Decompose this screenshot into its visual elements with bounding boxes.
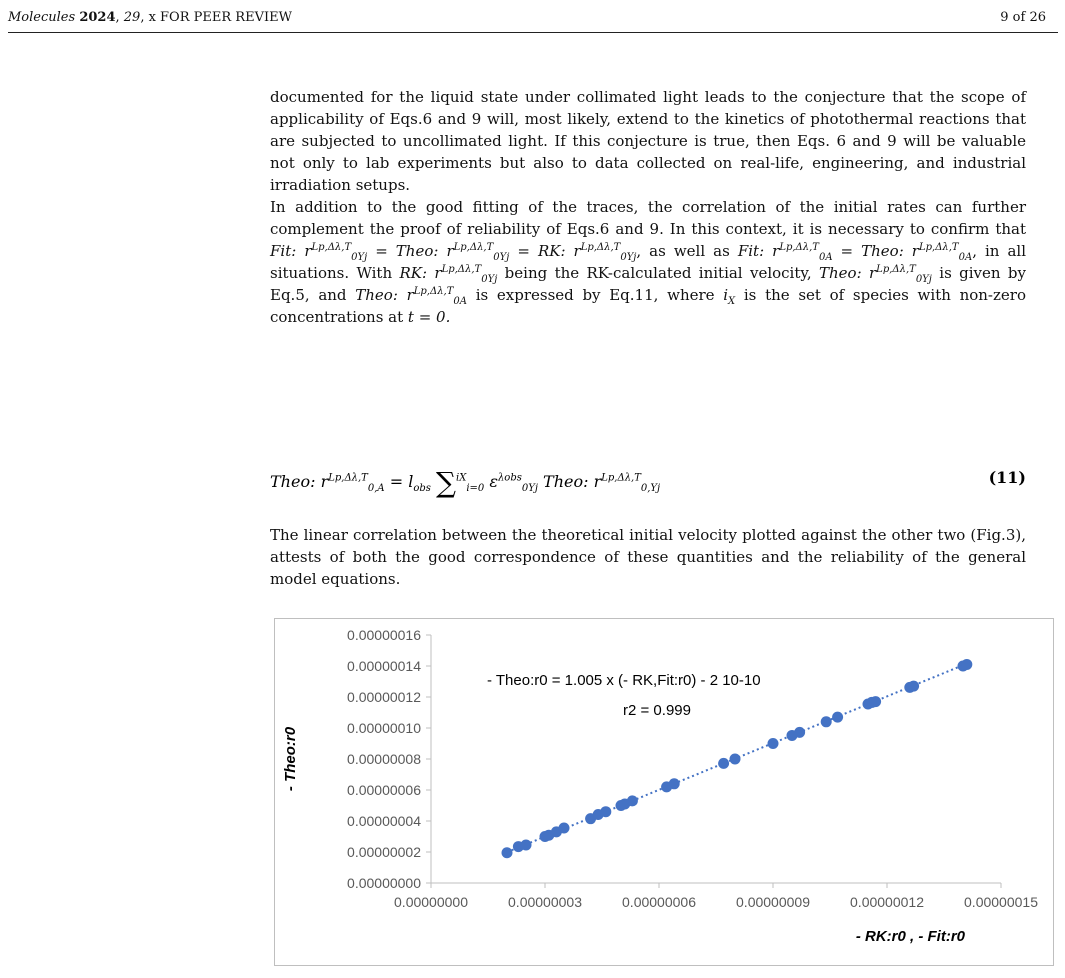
x-tick-labels <box>394 883 1038 910</box>
journal-year: 2024 <box>79 10 116 25</box>
y-tick-label: 0.00000008 <box>347 751 421 767</box>
x-tick-label: 0.00000000 <box>394 894 468 910</box>
y-tick-label: 0.00000006 <box>347 782 421 798</box>
y-tick-label: 0.00000000 <box>347 875 421 891</box>
ix-symbol: $i_X$ <box>723 286 736 307</box>
journal-volume: 29 <box>123 10 141 25</box>
regression-equation: - Theo:r0 = 1.005 x (- RK,Fit:r0) - 2 10-10 <box>487 672 761 689</box>
y-tick-label: 0.00000016 <box>347 627 421 643</box>
data-point <box>521 840 532 851</box>
data-point <box>908 681 919 692</box>
running-header <box>8 4 1058 30</box>
sum-symbol: ∑ <box>435 466 456 499</box>
x-axis-title: - RK:r0 , - Fit:r0 <box>855 928 965 945</box>
page-number: 9 of 26 <box>1000 10 1046 25</box>
theo-r0yj-2: Theo: $r^{Lp,\Delta\lambda,T}_{0Yj}$ <box>819 264 932 285</box>
data-point <box>794 727 805 738</box>
data-point <box>502 847 513 858</box>
y-tick-label: 0.00000010 <box>347 720 421 736</box>
x-tick-label: 0.00000006 <box>622 894 696 910</box>
header-tail: , x FOR PEER REVIEW <box>140 10 292 25</box>
y-tick-label: 0.00000002 <box>347 844 421 860</box>
data-point <box>718 758 729 769</box>
data-point <box>870 696 881 707</box>
equation-body: Theo: $r^{Lp,\Delta\lambda,T}_{0,A} = l_{obs}$ ∑$^{iX}_{i=0}$ $\varepsilon^{\lambda obs}_{0Yj}$ Theo: $r^{Lp,\Delta\lambda,T}_{0,Yj}$ <box>270 466 661 499</box>
t-zero: t = 0. <box>407 308 451 326</box>
rk-r0yj-2: RK: $r^{Lp,\Delta\lambda,T}_{0Yj}$ <box>399 264 498 285</box>
data-point <box>559 822 570 833</box>
r-squared-label: r2 = 0.999 <box>623 702 691 719</box>
theo-r0a-2: Theo: $r^{Lp,\Delta\lambda,T}_{0A}$ <box>355 286 467 307</box>
data-point <box>961 659 972 670</box>
y-tick-label: 0.00000014 <box>347 658 421 674</box>
rk-r0yj: RK: $r^{Lp,\Delta\lambda,T}_{0Yj}$ <box>537 242 637 263</box>
fit-r0yj: Fit: $r^{Lp,\Delta\lambda,T}_{0Yj}$ <box>270 242 368 263</box>
data-point <box>768 738 779 749</box>
header-rule <box>8 32 1058 33</box>
figure-3-chart <box>274 618 1054 966</box>
data-point <box>821 716 832 727</box>
paragraph-3: The linear correlation between the theoretical initial velocity plotted against the other two (Fig.3), attests of both the good correspondence of these quantities and the reliability of the general model equations. <box>270 526 1026 588</box>
paragraph-1: documented for the liquid state under collimated light leads to the conjecture that the scope of applicability of Eqs.6 and 9 will, most likely, extend to the kinetics of photothermal reactions that are subjected to uncollimated light. If this conjecture is true, then Eqs. 6 and 9 will be valuable not only to lab experiments but also to data collected on real-life, engineering, and industrial irradiation setups. <box>270 88 1026 194</box>
equation-11 <box>270 450 1026 510</box>
theo-r0a: Theo: $r^{Lp,\Delta\lambda,T}_{0A}$ <box>861 242 973 263</box>
sum-upper: iX <box>455 472 467 484</box>
scatter-plot <box>275 619 1053 965</box>
data-point <box>600 806 611 817</box>
data-point <box>832 712 843 723</box>
x-tick-label: 0.00000012 <box>850 894 924 910</box>
sum-lower: i=0 <box>466 483 485 495</box>
journal-name: Molecules <box>8 10 76 25</box>
fit-r0a: Fit: $r^{Lp,\Delta\lambda,T}_{0A}$ <box>737 242 833 263</box>
data-point <box>627 795 638 806</box>
header-citation: Molecules 2024, 29, x FOR PEER REVIEW <box>8 10 292 25</box>
x-tick-label: 0.00000009 <box>736 894 810 910</box>
x-tick-label: 0.00000003 <box>508 894 582 910</box>
y-tick-label: 0.00000012 <box>347 689 421 705</box>
y-axis-title: - Theo:r0 <box>282 726 299 792</box>
data-point <box>669 778 680 789</box>
p2-start: In addition to the good fitting of the traces, the correlation of the initial rates can further complement the proof of reliability of Eqs.6 and 9. In this context, it is necessary to confirm that <box>270 198 1026 238</box>
data-point <box>730 754 741 765</box>
theo-r0yj: Theo: $r^{Lp,\Delta\lambda,T}_{0Yj}$ <box>395 242 510 263</box>
paragraph-2: In addition to the good fitting of the traces, the correlation of the initial rates can further complement the proof of reliability of Eqs.6 and 9. In this context, it is necessary to confirm that Fit: $r^{Lp,\Delta\lambda,T}_{0Yj}$ = Theo: $r^{Lp,\Delta\lambda,T}_{0Yj}$ = RK: $r^{Lp,\Delta\lambda,T}_{0Yj}$, as well as Fit: $r^{Lp,\Delta\lambda,T}_{0A}$ = Theo: $r^{Lp,\Delta\lambda,T}_{0A}$, in all situations. With RK: $r^{Lp,\Delta\lambda,T}_{0Yj}$ being the RK-calculated initial velocity, Theo: $r^{Lp,\Delta\lambda,T}_{0Yj}$ is given by Eq.5, and Theo: $r^{Lp,\Delta\lambda,T}_{0A}$ is expressed by Eq.11, where $i_X$ is the set of species with non-zero concentrations at t = 0. <box>270 198 1026 326</box>
y-tick-labels <box>347 627 431 891</box>
x-tick-label: 0.00000015 <box>964 894 1038 910</box>
equation-number: (11) <box>988 468 1026 487</box>
y-tick-label: 0.00000004 <box>347 813 421 829</box>
